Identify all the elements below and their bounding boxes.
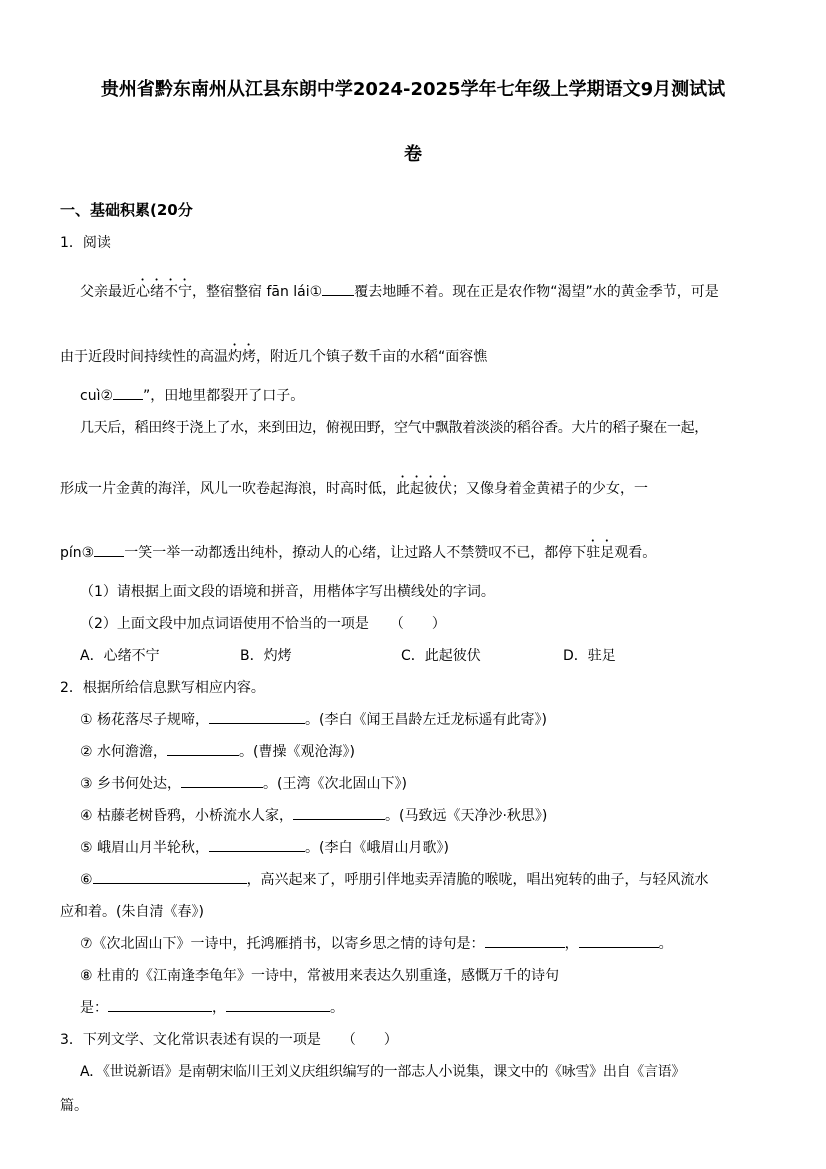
recite-item-5: [80, 838, 449, 858]
passage-text: 由于近段时间持续性的高温: [60, 349, 228, 365]
answer-blank-2[interactable]: [113, 399, 143, 400]
passage-line-1: [80, 276, 719, 302]
passage-line-5: [60, 473, 648, 499]
question-3-label: 3．下列文学、文化常识表述有误的一项是 （ ）: [60, 1032, 398, 1048]
recite-text: ，: [212, 1000, 226, 1016]
recite-text: ⑤ 峨眉山月半轮秋，: [80, 840, 210, 856]
document-title-line2: 卷: [404, 144, 422, 165]
recite-blank[interactable]: [181, 787, 263, 788]
recite-text: 。(曹操《观沧海》): [239, 744, 355, 760]
passage-text: 一笑一举一动都透出纯朴，撩动人的心绪，让过路人不禁赞叹不已，都停下: [124, 545, 587, 561]
passage-text: ”，田地里都裂开了口子。: [143, 388, 305, 404]
passage-text: pín③: [60, 545, 95, 561]
recite-item-4: [80, 806, 547, 826]
recite-blank[interactable]: [209, 851, 305, 852]
option-a[interactable]: A．心绪不宁: [80, 648, 160, 664]
passage-text: 形成一片金黄的海洋，风儿一吹卷起海浪，时高时低，: [60, 481, 396, 497]
section-heading: 一、基础积累(20分: [60, 201, 193, 219]
passage-text: ，附近几个镇子数千亩的水稻“面容憔: [256, 349, 488, 365]
recite-text: 。(李白《峨眉山月歌》): [305, 840, 449, 856]
recite-text: ⑦《次北固山下》一诗中，托鸿雁捎书，以寄乡思之情的诗句是：: [80, 936, 485, 952]
recite-item-1: [80, 710, 547, 730]
recite-text: ，高兴起来了，呼朋引伴地卖弄清脆的喉咙，唱出宛转的曲子，与轻风流水: [246, 872, 709, 888]
passage-line-3: [80, 386, 304, 406]
dotted-word-2: 灼烤: [228, 349, 256, 365]
sub-question-2: （2）上面文段中加点词语使用不恰当的一项是 （ ）: [80, 616, 446, 632]
passage-text: 父亲最近: [80, 284, 136, 300]
dotted-word-3: 此起彼伏: [396, 481, 452, 497]
recite-blank[interactable]: [579, 947, 659, 948]
answer-blank-3[interactable]: [94, 556, 124, 557]
recite-text: ③ 乡书何处达，: [80, 776, 182, 792]
recite-item-3: [80, 774, 407, 794]
recite-text: ④ 枯藤老树昏鸦，小桥流水人家，: [80, 808, 294, 824]
recite-text: 。(王湾《次北固山下》): [263, 776, 407, 792]
recite-item-8-cont: [80, 998, 344, 1018]
recite-text: 。(马致远《天净沙·秋思》): [385, 808, 548, 824]
question-1-label: 1．阅读: [60, 235, 111, 251]
recite-text: 。: [330, 1000, 344, 1016]
recite-item-6: [80, 870, 709, 890]
dotted-word-4: 驻足: [586, 545, 615, 561]
recite-text: ，: [564, 936, 579, 952]
recite-item-8: ⑧ 杜甫的《江南逢李龟年》一诗中，常被用来表达久别重逢，感慨万千的诗句: [80, 968, 559, 984]
recite-blank[interactable]: [485, 947, 565, 948]
recite-item-2: [80, 742, 355, 762]
passage-text: ；又像身着金黄裙子的少女，一: [452, 481, 648, 497]
recite-blank[interactable]: [226, 1011, 330, 1012]
recite-text: 。: [658, 936, 673, 952]
recite-blank[interactable]: [167, 755, 239, 756]
sub-question-1: （1）请根据上面文段的语境和拼音，用楷体字写出横线处的字词。: [80, 584, 495, 600]
passage-line-6: [60, 537, 656, 563]
dotted-word-1: 心绪不宁: [136, 284, 192, 300]
option-c[interactable]: C．此起彼伏: [401, 648, 481, 664]
recite-text: 。(李白《闻王昌龄左迁龙标遥有此寄》): [305, 712, 547, 728]
option-d[interactable]: D．驻足: [563, 648, 616, 664]
answer-blank-1[interactable]: [322, 295, 354, 296]
recite-blank[interactable]: [209, 723, 305, 724]
question-3-option-a[interactable]: A．《世说新语》是南朝宋临川王刘义庆组织编写的一部志人小说集，课文中的《咏雪》出自《言语》: [80, 1064, 686, 1080]
recite-item-6-cont: 应和着。(朱自清《春》): [60, 904, 204, 920]
document-title-line1: 贵州省黔东南州从江县东朗中学2024-2025学年七年级上学期语文9月测试试: [100, 79, 726, 100]
recite-item-7: [80, 934, 673, 954]
recite-blank[interactable]: [293, 819, 385, 820]
option-b[interactable]: B．灼烤: [240, 648, 292, 664]
passage-text: cuì②: [80, 388, 114, 404]
passage-text: 覆去地睡不着。现在正是农作物“渴望”水的黄金季节，可是: [354, 284, 719, 300]
recite-text: ② 水何澹澹，: [80, 744, 168, 760]
passage-line-2: [60, 341, 487, 367]
question-3-option-a-cont: 篇。: [60, 1098, 88, 1114]
passage-text: ，整宿整宿 fān lái①: [192, 284, 323, 300]
recite-text: ① 杨花落尽子规啼，: [80, 712, 210, 728]
recite-text: 是：: [80, 1000, 108, 1016]
recite-blank[interactable]: [108, 1011, 212, 1012]
question-2-label: 2．根据所给信息默写相应内容。: [60, 680, 265, 696]
passage-line-4: 几天后，稻田终于浇上了水，来到田边，俯视田野，空气中飘散着淡淡的稻谷香。大片的稻子聚在一起，: [80, 420, 708, 436]
passage-text: 观看。: [614, 545, 657, 561]
recite-text: ⑥: [80, 872, 93, 888]
recite-blank[interactable]: [93, 883, 247, 884]
